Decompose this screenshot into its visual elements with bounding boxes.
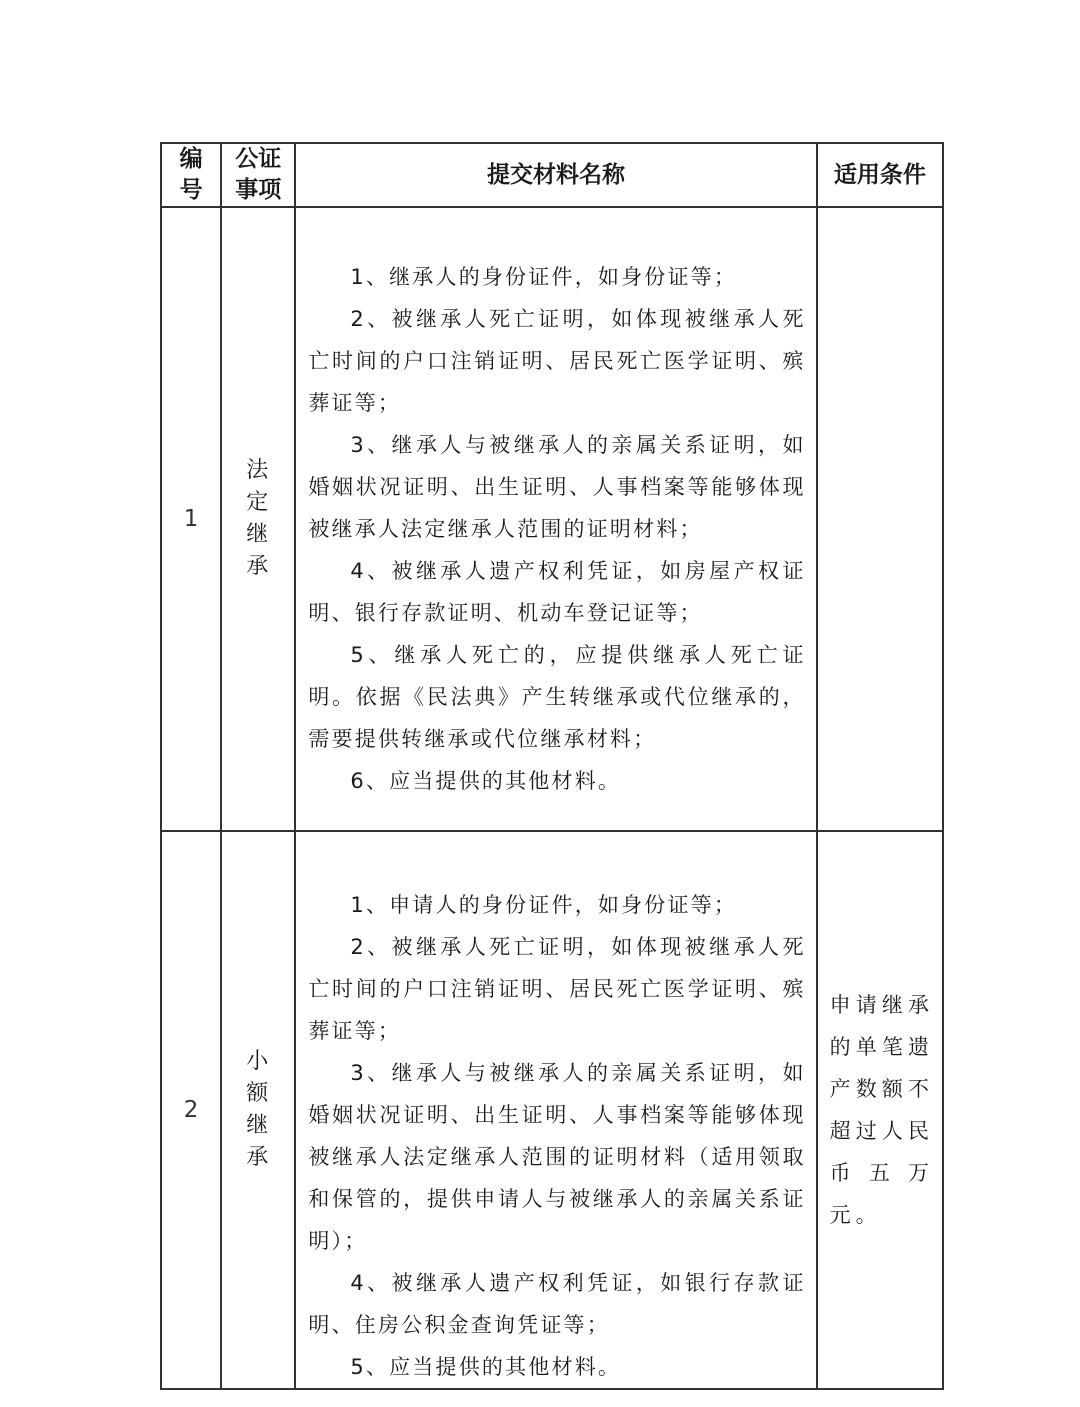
material-item: 3、继承人与被继承人的亲属关系证明，如婚姻状况证明、出生证明、人事档案等能够体现被继承人法定继承人范围的证明材料；: [308, 433, 806, 541]
header-number: [161, 143, 221, 207]
material-item: 1、继承人的身份证件，如身份证等；: [350, 265, 738, 289]
material-item: 3、继承人与被继承人的亲属关系证明，如婚姻状况证明、出生证明、人事档案等能够体现被继承人法定继承人范围的证明材料（适用领取和保管的，提供申请人与被继承人的亲属关系证明）；: [308, 1061, 806, 1253]
condition-text: 申请继承的单笔遗产数额不超过人民币五万元。: [829, 993, 934, 1227]
row-item-label: 小 额 继 承: [246, 1049, 271, 1170]
header-materials: 提交材料名称: [295, 143, 816, 207]
row-materials: [295, 207, 816, 831]
material-item: 5、继承人死亡的，应提供继承人死亡证明。依据《民法典》产生转继承或代位继承的，需要提供转继承或代位继承材料；: [308, 643, 806, 751]
header-conditions: 适用条件: [817, 143, 943, 207]
row-number: 2: [161, 831, 221, 1389]
material-item: 2、被继承人死亡证明，如体现被继承人死亡时间的户口注销证明、居民死亡医学证明、殡葬证等；: [308, 935, 806, 1043]
material-item: 2、被继承人死亡证明，如体现被继承人死亡时间的户口注销证明、居民死亡医学证明、殡葬证等；: [308, 307, 806, 415]
header-item-line-2: 事项: [235, 177, 282, 203]
header-item-line-1: 公证: [235, 146, 282, 172]
material-item: 4、被继承人遗产权利凭证，如房屋产权证明、银行存款证明、机动车登记证等；: [308, 559, 806, 625]
table-row: [161, 831, 943, 1389]
material-item: 4、被继承人遗产权利凭证，如银行存款证明、住房公积金查询凭证等；: [308, 1271, 806, 1337]
material-item: 5、应当提供的其他材料。: [350, 1355, 622, 1379]
row-number: 1: [161, 207, 221, 831]
notary-materials-table: [160, 142, 944, 1390]
material-item: 6、应当提供的其他材料。: [350, 769, 622, 793]
row-item: [221, 831, 295, 1389]
header-number-line-2: 号: [179, 177, 203, 203]
table-row: [161, 207, 943, 831]
header-item: [221, 143, 295, 207]
row-item: [221, 207, 295, 831]
row-item-label: 法 定 继 承: [246, 458, 271, 579]
materials-list: [308, 208, 805, 802]
header-number-line-1: 编: [179, 146, 203, 172]
row-materials: [295, 831, 816, 1389]
material-item: 1、申请人的身份证件，如身份证等；: [350, 893, 738, 917]
row-condition: [817, 207, 943, 831]
row-condition: [817, 831, 943, 1389]
table-header-row: [161, 143, 943, 207]
materials-list: [308, 832, 805, 1388]
